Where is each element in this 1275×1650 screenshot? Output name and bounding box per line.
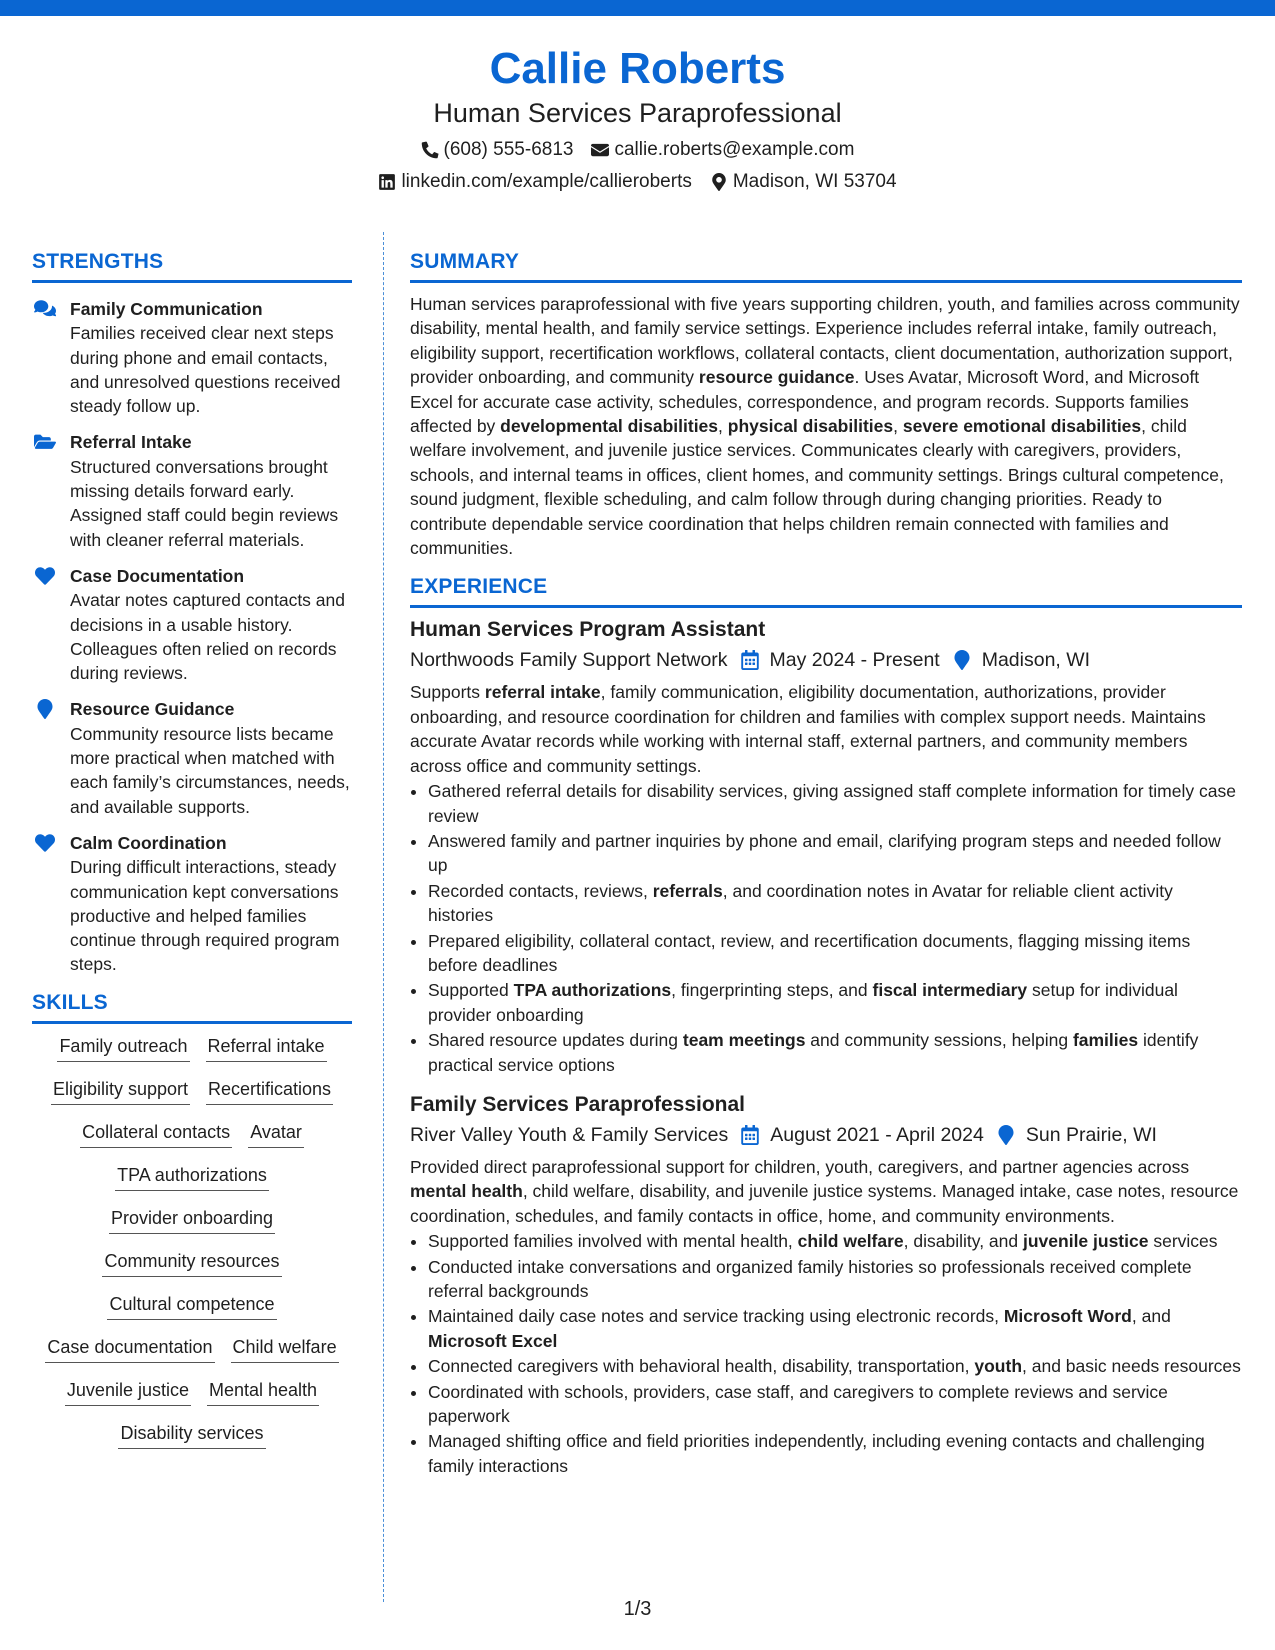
strength-title: Referral Intake	[70, 432, 192, 453]
job-location-text: Madison, WI	[981, 649, 1091, 672]
bold-text-run: physical disabilities	[727, 416, 894, 437]
bold-text-run: child welfare	[797, 1231, 904, 1252]
skill-tag: Child welfare	[231, 1335, 339, 1363]
skill-tag: Avatar	[248, 1120, 304, 1148]
bold-text-run: families	[1072, 1030, 1139, 1051]
candidate-name: Callie Roberts	[489, 44, 786, 93]
text-run: Managed shifting office and field priorities independently, including evening contacts and challenging family interactions	[428, 1431, 1205, 1476]
bullet-item	[428, 1380, 1242, 1429]
email-contact[interactable]	[591, 138, 854, 162]
column-divider	[383, 232, 384, 1602]
phone-icon	[421, 141, 439, 159]
bullet-item	[428, 978, 1242, 1027]
job-description	[410, 680, 1242, 778]
job-role: Human Services Program Assistant	[410, 618, 766, 642]
bold-text-run: mental health	[410, 1181, 523, 1202]
bullet-item	[428, 1028, 1242, 1077]
bullet-item	[428, 779, 1242, 828]
right-column	[410, 248, 1242, 1478]
bullet-item	[428, 1255, 1242, 1304]
bullet-item	[428, 879, 1242, 928]
text-run: , and	[1131, 1306, 1171, 1327]
map-marker-icon	[34, 699, 56, 719]
skill-tag: Cultural competence	[107, 1292, 276, 1320]
bold-text-run: resource guidance	[698, 367, 855, 388]
text-run: Shared resource updates during	[428, 1030, 683, 1051]
calendar-icon	[740, 650, 760, 670]
skill-tag: Collateral contacts	[80, 1120, 232, 1148]
left-column	[32, 248, 352, 1449]
summary-heading: SUMMARY	[410, 248, 1242, 283]
bold-text-run: fiscal intermediary	[872, 980, 1028, 1001]
job-entry	[410, 616, 1242, 1077]
job-dates-text: May 2024 - Present	[769, 649, 940, 672]
job-company: Northwoods Family Support Network	[410, 649, 728, 672]
location-text: Madison, WI 53704	[732, 171, 897, 192]
text-run: , and basic needs resources	[1022, 1356, 1241, 1377]
text-run: ,	[893, 416, 903, 437]
bold-text-run: severe emotional disabilities	[902, 416, 1142, 437]
text-run: Provided direct paraprofessional support for children, youth, caregivers, and partner agencies across	[410, 1156, 1190, 1177]
strength-description: Avatar notes captured contacts and decisions in a usable history. Colleagues often relied on records during reviews.	[70, 590, 345, 684]
linkedin-url[interactable]: linkedin.com/example/callieroberts	[401, 171, 692, 192]
linkedin-contact[interactable]	[378, 170, 691, 194]
email-address[interactable]: callie.roberts@example.com	[614, 139, 855, 160]
calendar-icon	[740, 1125, 760, 1145]
strength-description: Families received clear next steps during phone and email contacts, and unresolved questions received steady follow up.	[70, 323, 341, 417]
text-run: . Uses Avatar, Microsoft Word, and Microsoft Excel for accurate case activity, schedules, correspondence, and program records. Supports families affected by	[410, 367, 1200, 437]
text-run: , and coordination notes in Avatar for reliable client activity histories	[428, 880, 1173, 926]
bullet-item	[428, 1354, 1242, 1378]
text-run: , disability, and	[903, 1231, 1023, 1252]
text-run: , child welfare, disability, and juvenile justice systems. Managed intake, case notes, resource coordination, schedules, and family contacts in office, home, and community environments.	[410, 1181, 1239, 1226]
map-marker-icon	[710, 173, 728, 191]
text-run: identify practical service options	[428, 1030, 1199, 1075]
strength-item	[32, 831, 352, 977]
location-contact	[710, 170, 897, 194]
job-description	[410, 1155, 1242, 1228]
contact-line-1	[0, 138, 1275, 162]
text-run: Maintained daily case notes and service tracking using electronic records,	[428, 1306, 1004, 1327]
text-run: Coordinated with schools, providers, case staff, and caregivers to complete reviews and service paperwork	[428, 1381, 1168, 1427]
skills-list	[32, 1034, 352, 1449]
linkedin-icon	[378, 173, 396, 191]
bold-text-run: referral intake	[484, 682, 601, 703]
job-meta	[410, 1121, 1242, 1149]
strength-item	[32, 697, 352, 818]
job-location	[952, 646, 1090, 674]
skill-tag: Disability services	[118, 1421, 265, 1449]
text-run: Human services paraprofessional with five years supporting children, youth, and families across community disability, mental health, and family service settings. Experience includes referral intake, family outreach, eligibility support, recertification workflows, collateral contacts, client documentation, authorization support, provider onboarding, and community	[410, 294, 1240, 388]
skill-tag: Community resources	[102, 1249, 281, 1277]
bold-text-run: developmental disabilities	[500, 416, 719, 437]
text-run: Recorded contacts, reviews,	[428, 880, 653, 901]
page-number: 1/3	[623, 1598, 652, 1620]
skill-tag: TPA authorizations	[115, 1163, 269, 1191]
resume-header	[0, 42, 1275, 194]
envelope-icon	[591, 141, 609, 159]
text-run: setup for individual provider onboarding	[428, 980, 1178, 1025]
text-run: Answered family and partner inquiries by phone and email, clarifying program steps and needed follow up	[428, 830, 1221, 876]
job-bullets	[410, 779, 1242, 1077]
text-run: Gathered referral details for disability services, giving assigned staff complete information for timely case review	[428, 781, 1236, 826]
strength-title: Resource Guidance	[70, 699, 235, 720]
strength-title: Case Documentation	[70, 565, 245, 586]
job-bullets	[410, 1229, 1242, 1478]
skill-tag: Family outreach	[57, 1034, 189, 1062]
summary-text	[410, 292, 1242, 560]
bullet-item	[428, 929, 1242, 978]
job-dates	[740, 646, 940, 674]
text-run: ,	[718, 416, 728, 437]
text-run: Supports	[410, 682, 485, 703]
job-role: Family Services Paraprofessional	[410, 1092, 746, 1116]
bold-text-run: referrals	[652, 880, 723, 901]
skill-tag: Referral intake	[206, 1034, 327, 1062]
strength-title: Family Communication	[70, 299, 263, 319]
skill-tag: Recertifications	[206, 1077, 333, 1105]
experience-heading: EXPERIENCE	[410, 573, 1242, 608]
job-location	[996, 1121, 1157, 1149]
bullet-item	[428, 1429, 1242, 1478]
strength-title: Calm Coordination	[70, 832, 227, 853]
skill-tag: Case documentation	[45, 1335, 214, 1363]
skills-heading: SKILLS	[32, 989, 352, 1024]
heart-icon	[34, 833, 56, 853]
comments-icon	[34, 299, 56, 319]
bold-text-run: juvenile justice	[1023, 1231, 1149, 1252]
strengths-list	[32, 297, 352, 977]
experience-list	[410, 616, 1242, 1478]
strength-item	[32, 430, 352, 551]
heart-icon	[34, 566, 56, 586]
text-run: Supported families involved with mental health,	[428, 1231, 798, 1252]
bullet-item	[428, 829, 1242, 878]
strength-description: During difficult interactions, steady communication kept conversations productive and helped families continue through required program steps.	[70, 857, 340, 975]
bold-text-run: team meetings	[682, 1030, 806, 1051]
phone-number: (608) 555-6813	[443, 139, 574, 160]
skill-tag: Provider onboarding	[109, 1206, 275, 1234]
text-run: Supported	[428, 980, 514, 1001]
top-accent-bar	[0, 0, 1275, 16]
bold-text-run: youth	[974, 1356, 1023, 1377]
text-run: and community sessions, helping	[805, 1030, 1073, 1051]
bold-text-run: TPA authorizations	[513, 980, 672, 1001]
skill-tag: Mental health	[207, 1378, 319, 1406]
strength-description: Community resource lists became more practical when matched with each family’s circumstances, needs, and available supports.	[70, 723, 350, 817]
text-run: Prepared eligibility, collateral contact, review, and recertification documents, flagging missing items before deadlines	[428, 930, 1191, 975]
bullet-item	[428, 1229, 1242, 1253]
strength-description: Structured conversations brought missing details forward early. Assigned staff could begin reviews with cleaner referral materials.	[70, 456, 339, 550]
map-marker-icon	[952, 650, 972, 670]
skill-tag: Eligibility support	[51, 1077, 190, 1105]
job-location-text: Sun Prairie, WI	[1025, 1123, 1157, 1146]
strength-item	[32, 564, 352, 685]
bullet-item	[428, 1304, 1242, 1353]
text-run: services	[1148, 1231, 1218, 1252]
text-run: Connected caregivers with behavioral health, disability, transportation,	[428, 1356, 975, 1377]
strengths-heading: STRENGTHS	[32, 248, 352, 283]
text-run: Conducted intake conversations and organized family histories so professionals received complete referral backgrounds	[428, 1256, 1192, 1301]
job-meta	[410, 646, 1242, 674]
job-dates-text: August 2021 - April 2024	[770, 1123, 984, 1146]
candidate-title: Human Services Paraprofessional	[433, 98, 842, 128]
strength-item	[32, 297, 352, 418]
text-run: , child welfare involvement, and juvenile justice services. Communicates clearly with caregivers, providers, schools, and internal teams in offices, client homes, and community settings. Brings cultural competence, sound judgment, flexible scheduling, and calm follow through during changing priorities. Ready to contribute dependable service coordination that helps children remain connected with families and communities.	[410, 416, 1224, 559]
map-marker-icon	[996, 1125, 1016, 1145]
job-dates	[740, 1121, 984, 1149]
text-run: , family communication, eligibility documentation, authorizations, provider onboarding, and resource coordination for children and families with complex support needs. Maintains accurate Avatar records while working with internal staff, external partners, and community members across office and community settings.	[410, 682, 1206, 776]
job-entry	[410, 1091, 1242, 1478]
bold-text-run: Microsoft Excel	[428, 1330, 558, 1351]
bold-text-run: Microsoft Word	[1003, 1306, 1132, 1327]
phone-contact	[421, 138, 574, 162]
skill-tag: Juvenile justice	[65, 1378, 191, 1406]
job-company: River Valley Youth & Family Services	[410, 1123, 729, 1146]
folder-open-icon	[34, 432, 56, 452]
contact-line-2	[0, 170, 1275, 194]
text-run: , fingerprinting steps, and	[671, 980, 873, 1001]
